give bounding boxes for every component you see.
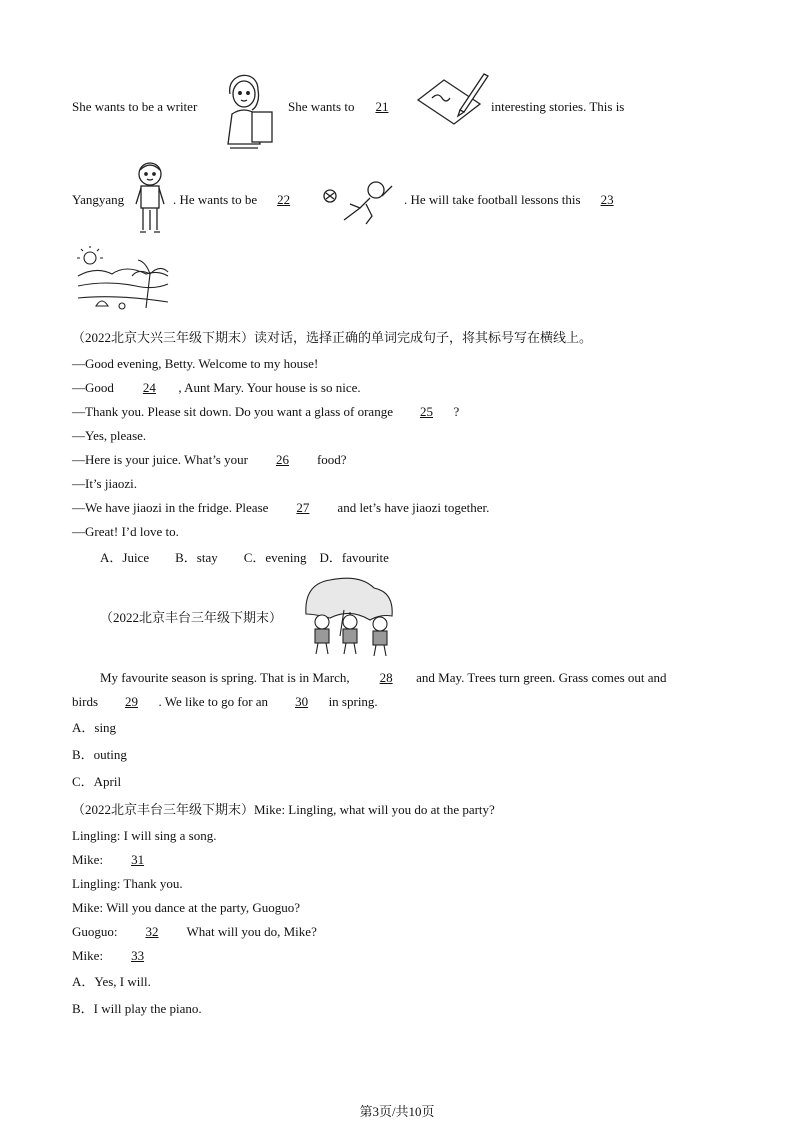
fengtai-1-option-c: C．April [72, 774, 122, 789]
fengtai-2-line-6 [72, 948, 166, 964]
daxing-options: A．Juice B．stay C．evening D．favourite [100, 550, 389, 565]
wants-to-be-text: . He wants to be [173, 192, 258, 207]
blank-28[interactable]: 28 [379, 670, 393, 685]
fengtai-2-option-b: B．I will play the piano. [72, 1001, 202, 1016]
football-player-picture [320, 176, 400, 228]
yangyang-row-line [173, 192, 304, 208]
daxing-line-2 [72, 380, 361, 396]
line-2-start: —Good [72, 380, 114, 395]
writing-paper-picture [414, 70, 490, 128]
fengtai-2-line-5 [72, 924, 317, 940]
football-lessons-text: . He will take football lessons this [404, 192, 581, 207]
blank-31[interactable]: 31 [131, 852, 145, 867]
para-2-start: birds [72, 694, 98, 709]
line-7-end: and let’s have jiaozi together. [337, 500, 490, 515]
writer-row-line-2 [288, 99, 403, 115]
para-1-end: and May. Trees turn green. Grass comes out and [416, 670, 667, 685]
daxing-line-3 [72, 404, 459, 420]
blank-33[interactable]: 33 [131, 948, 145, 963]
blank-25[interactable]: 25 [419, 404, 433, 419]
para-1-start: My favourite season is spring. That is in March, [100, 670, 350, 685]
blank-32[interactable]: 32 [145, 924, 159, 939]
fengtai-1-option-a: A．sing [72, 720, 117, 735]
blank-29[interactable]: 29 [125, 694, 138, 709]
interesting-stories-text: interesting stories. This is [491, 99, 625, 114]
wants-to-text: She wants to [288, 99, 355, 114]
yangyang-boy-picture [132, 160, 168, 236]
daxing-line-5 [72, 452, 347, 468]
mike-label-2: Mike: [72, 948, 104, 963]
line-5-start: —Here is your juice. What’s your [72, 452, 248, 467]
fengtai-1-paragraph-line-2 [72, 694, 378, 710]
blank-23[interactable]: 23 [600, 192, 614, 207]
beach-summer-picture [76, 246, 170, 316]
para-2-end: in spring. [328, 694, 378, 709]
line-5-end: food? [316, 452, 347, 467]
yangyang-name: Yangyang [72, 192, 125, 207]
fengtai-2-line-2 [72, 852, 166, 868]
fengtai-1-header: （2022北京丰台三年级下期末） [100, 610, 283, 625]
line-2-end: , Aunt Mary. Your house is so nice. [178, 380, 361, 395]
blank-26[interactable]: 26 [275, 452, 289, 467]
para-2-mid: . We like to go for an [158, 694, 269, 709]
daxing-question-header: （2022北京大兴三年级下期末）读对话，选择正确的单词完成句子，将其标号写在横线上。 [72, 330, 593, 345]
fengtai-2-header: （2022北京丰台三年级下期末）Mike: Lingling, what will you do at the party? [72, 802, 495, 817]
line-5-end-text: What will you do, Mike? [186, 924, 317, 939]
mike-label-1: Mike: [72, 852, 104, 867]
fengtai-1-paragraph-line-1 [100, 670, 667, 686]
line-3-end: ? [453, 404, 460, 419]
page-number-footer: 第3页/共10页 [359, 1104, 435, 1119]
blank-30[interactable]: 30 [295, 694, 309, 709]
guoguo-label: Guoguo: [72, 924, 118, 939]
fengtai-1-option-b: B．outing [72, 747, 127, 762]
fengtai-2-option-a: A．Yes, I will. [72, 974, 151, 989]
spring-children-picture [300, 574, 396, 658]
daxing-line-1: —Good evening, Betty. Welcome to my house! [72, 356, 319, 371]
writer-girl-picture [212, 64, 276, 152]
writer-sentence: She wants to be a writer [72, 99, 198, 114]
writer-row-line [72, 99, 197, 115]
line-7-start: —We have jiaozi in the fridge. Please [72, 500, 269, 515]
blank-21[interactable]: 21 [375, 99, 389, 114]
blank-22[interactable]: 22 [277, 192, 291, 207]
fengtai-2-line-3: Lingling: Thank you. [72, 876, 183, 891]
fengtai-2-line-4: Mike: Will you dance at the party, Guoguo? [72, 900, 301, 915]
blank-24[interactable]: 24 [142, 380, 156, 395]
daxing-line-6: —It’s jiaozi. [72, 476, 137, 491]
yangyang-row-line-2 [404, 192, 627, 208]
line-3-start: —Thank you. Please sit down. Do you want a glass of orange [72, 404, 393, 419]
daxing-line-7 [72, 500, 489, 516]
blank-27[interactable]: 27 [296, 500, 310, 515]
fengtai-2-line-1: Lingling: I will sing a song. [72, 828, 217, 843]
daxing-line-8: —Great! I’d love to. [72, 524, 179, 539]
daxing-line-4: —Yes, please. [72, 428, 147, 443]
